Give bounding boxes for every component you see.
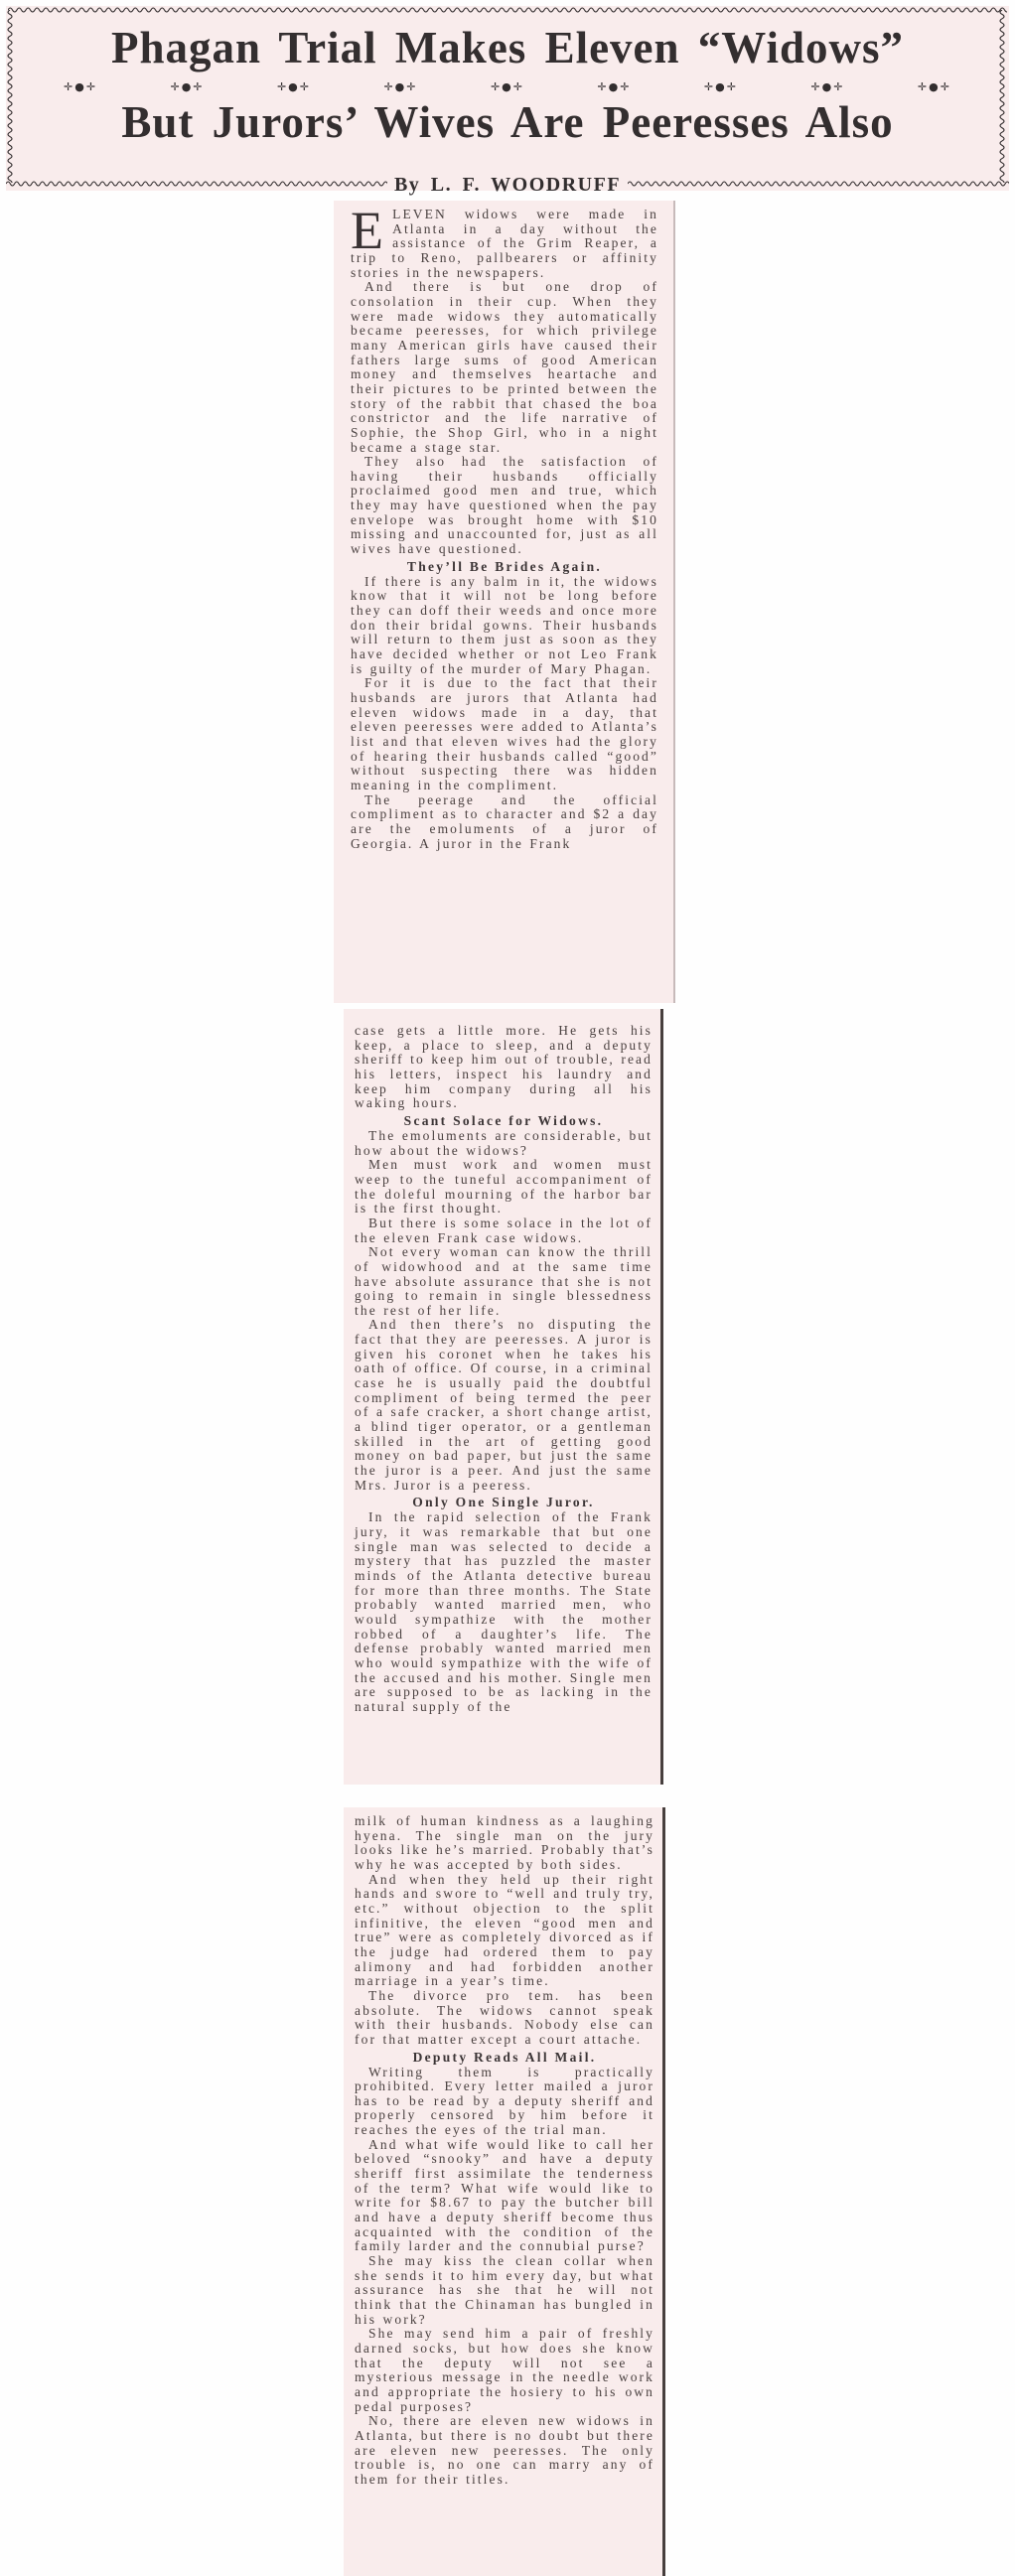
article-paragraph: She may send him a pair of freshly darned socks, but how does she know that the deputy will not see a mysterious message in the needle work and appropriate the hosiery to his own pedal purposes? <box>355 2326 654 2414</box>
article-paragraph: The divorce pro tem. has been absolute. The widows cannot speak with their husbands. Nobody else can for that matter except a court attache. <box>355 1987 654 2047</box>
ornament-icon: ✛●✛ <box>703 80 738 93</box>
article-paragraph: Men must work and women must weep to the tuneful accompaniment of the doleful mourning of the harbor bar is the first thought. <box>355 1157 652 1216</box>
headline-line-2: But Jurors’ Wives Are Peeresses Also <box>121 97 894 147</box>
wavy-rule-right-icon <box>628 181 1009 190</box>
ornament-icon: ✛●✛ <box>170 80 205 93</box>
article-paragraph: Writing them is practically prohibited. Every letter mailed a juror has to be read by a deputy sheriff and properly censored by him before it reaches the eyes of the trial man. <box>355 2064 654 2138</box>
article-paragraph: And what wife would like to call her beloved “snooky” and have a deputy sheriff first assimilate the tenderness of the term? What wife would like to write for $8.67 to pay the butcher bill and have a deputy sheriff become thus acquainted with the condition of the family larder and the connubial purse? <box>355 2136 654 2254</box>
byline-row <box>6 174 1009 197</box>
article-paragraph: And when they held up their right hands and swore to “well and truly try, etc.” without objection to the split infinitive, the eleven “good men and true” were as completely divorced as if the judge had ordered them to pay alimony and had forbidden another marriage in a year’s time. <box>355 1871 654 1989</box>
article-paragraph: But there is some solace in the lot of the eleven Frank case widows. <box>355 1215 652 1245</box>
article-column-block-3 <box>344 1807 665 2576</box>
article-paragraph: No, there are eleven new widows in Atlanta, but there is no doubt but there are eleven new peeresses. The only trouble is, no one can marry any of them for their titles. <box>355 2413 654 2487</box>
article-paragraph: ELEVEN widows were made in Atlanta in a day without the assistance of the Grim Reaper, a trip to Reno, pallbearers or affinity stories in the newspapers. <box>351 201 658 280</box>
article-paragraph: She may kiss the clean collar when she sends it to him every day, but what assurance has she that he will not think that the Chinaman has bungled in his work? <box>355 2253 654 2327</box>
byline: By L. F. WOODRUFF <box>393 174 622 196</box>
article-paragraph-continued: milk of human kindness as a laughing hyena. The single man on the jury looks like he’s married. Probably that’s why he was accepted by both sides. <box>355 1813 654 1872</box>
section-subhead: They’ll Be Brides Again. <box>406 558 603 574</box>
article-paragraph-continued: case gets a little more. He gets his keep, a place to sleep, and a deputy sheriff to keep him out of trouble, read his letters, inspect his laundry and keep him company during all his waking hours. <box>355 1023 652 1111</box>
headline-line-1: Phagan Trial Makes Eleven “Widows” <box>110 23 905 72</box>
article-paragraph: If there is any balm in it, the widows know that it will not be long before they can doff their weeds and once more don their bridal gowns. Their husbands will return to them just as soon as they have decided whether or not Leo Frank is guilty of the murder of Mary Phagan. <box>351 573 658 676</box>
article-paragraph: The peerage and the official compliment as to character and $2 a day are the emoluments of a juror of Georgia. A juror in the Frank <box>351 791 658 851</box>
article-paragraph: They also had the satisfaction of having their husbands officially proclaimed good men and true, which they may have questioned when the pay envelope was brought home with $10 missing and unaccounted for, just as all wives have questioned. <box>351 454 658 557</box>
headline-box <box>6 6 1009 196</box>
article-paragraph: Not every woman can know the thrill of widowhood and at the same time have absolute assurance that she is not going to remain in single blessedness the rest of her life. <box>355 1244 652 1318</box>
article-paragraph: In the rapid selection of the Frank jury, it was remarkable that but one single man was selected to decide a mystery that has puzzled the master minds of the Atlanta detective bureau for more than three months. The State probably wanted married men, who would sympathize with the mother robbed of a daughter’s life. The defense probably wanted married men who would sympathize with the wife of the accused and his mother. Single men are supposed to be as lacking in the natural supply of the <box>355 1509 652 1714</box>
ornament-icon: ✛●✛ <box>597 80 632 93</box>
ornament-icon: ✛●✛ <box>383 80 418 93</box>
article-paragraph: And there is but one drop of consolation in their cup. When they were made widows they automatically became peeresses, for which privilege many American girls have caused their fathers large sums of good American money and themselves heartache and their pictures to be printed between the story of the rabbit that chased the boa constrictor and the life narrative of Sophie, the Shop Girl, who in a night became a stage star. <box>351 279 658 455</box>
section-subhead: Only One Single Juror. <box>412 1495 595 1510</box>
ornament-icon: ✛●✛ <box>810 80 845 93</box>
section-subhead: Scant Solace for Widows. <box>403 1112 604 1128</box>
article-paragraph: The emoluments are considerable, but how about the widows? <box>355 1127 652 1158</box>
ornament-icon: ✛●✛ <box>917 80 951 93</box>
article-column-block-1 <box>334 201 675 1003</box>
drop-cap: E <box>351 201 386 260</box>
ornament-icon: ✛●✛ <box>276 80 312 93</box>
article-column-block-2 <box>344 1009 663 1785</box>
ornament-icon: ✛●✛ <box>64 80 98 93</box>
article-paragraph: And then there’s no disputing the fact that they are peeresses. A juror is given his coronet when he takes his oath of office. Of course, in a criminal case he is usually paid the doubtful compliment of being termed the peer of a safe cracker, a short change artist, a blind tiger operator, or a gentleman skilled in the art of getting good money on bad paper, but just the same the juror is a peer. And just the same Mrs. Juror is a peeress. <box>355 1317 652 1493</box>
article-paragraph: For it is due to the fact that their husbands are jurors that Atlanta had eleven widows made in a day, that eleven peeresses were added to Atlanta’s list and that eleven wives had the glory of hearing their husbands called “good” without suspecting there was hidden meaning in the compliment. <box>351 675 658 792</box>
ornament-row <box>6 81 1009 93</box>
section-subhead: Deputy Reads All Mail. <box>412 2049 597 2065</box>
wavy-rule-left-icon <box>6 181 387 190</box>
ornament-icon: ✛●✛ <box>490 80 524 93</box>
